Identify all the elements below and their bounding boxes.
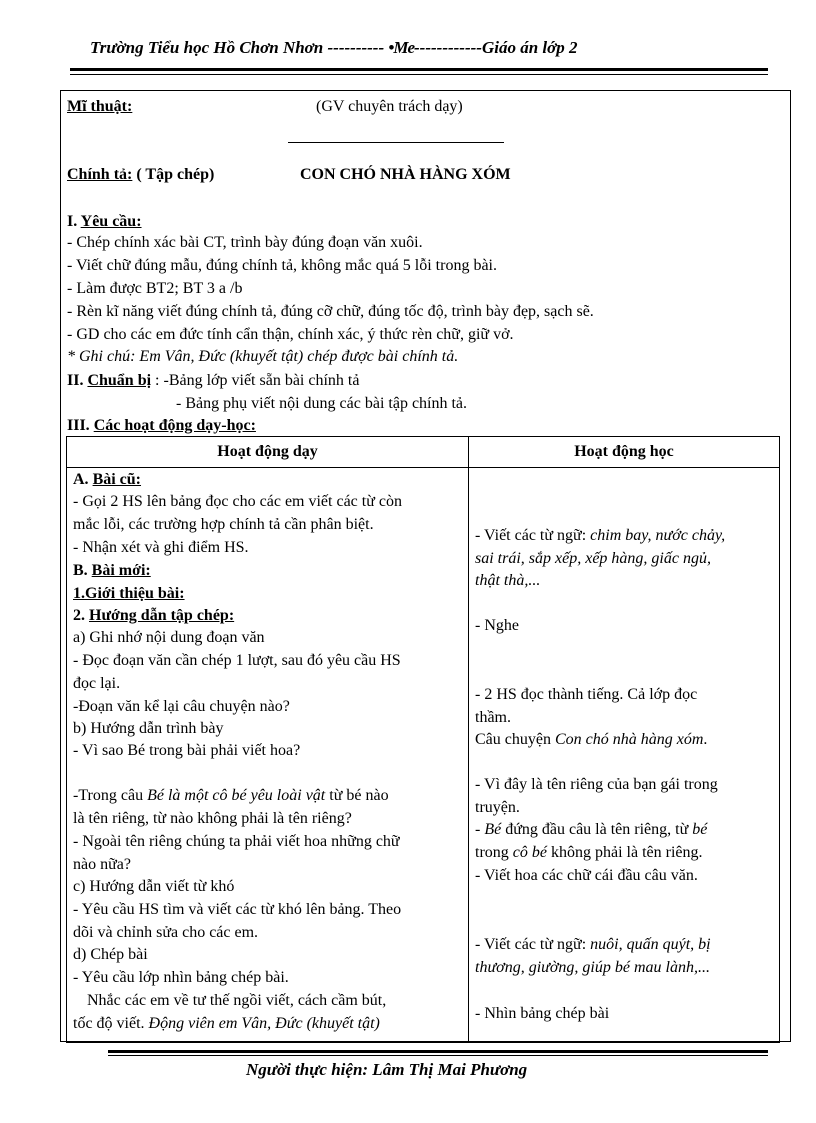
student-line: - Bé đứng đầu câu là tên riêng, từ bé — [475, 821, 708, 838]
student-line: - Viết hoa các chữ cái đầu câu văn. — [475, 867, 698, 884]
art-note: (GV chuyên trách dạy) — [316, 98, 463, 115]
requirement-5: - GD cho các em đức tính cẩn thận, chính xác, ý thức rèn chữ, giữ vở. — [67, 326, 514, 343]
spelling-mode: ( Tập chép) — [136, 166, 215, 183]
teacher-line: a) Ghi nhớ nội dung đoạn văn — [73, 629, 265, 646]
student-line: Câu chuyện Con chó nhà hàng xóm. — [475, 731, 708, 748]
guide-heading: 2. Hướng dẫn tập chép: — [73, 607, 235, 624]
separator — [288, 142, 504, 143]
header-ornament: •Me — [388, 38, 415, 57]
requirement-note: * Ghi chú: Em Vân, Đức (khuyết tật) chép được bài chính tả. — [67, 348, 459, 365]
section2-item1: : -Bảng lớp viết sẵn bài chính tả — [151, 372, 360, 389]
footer-author: Người thực hiện: Lâm Thị Mai Phương — [246, 1060, 528, 1079]
teacher-line: c) Hướng dẫn viết từ khó — [73, 878, 235, 895]
section3-title: Các hoạt động dạy-học: — [93, 417, 256, 434]
intro-heading: 1.Giới thiệu bài: — [73, 585, 185, 602]
requirement-4: - Rèn kĩ năng viết đúng chính tả, đúng cỡ chữ, đúng tốc độ, trình bày đẹp, sạch sẽ. — [67, 303, 594, 320]
teacher-line: - Vì sao Bé trong bài phải viết hoa? — [73, 742, 301, 759]
teacher-line: dõi và chỉnh sửa cho các em. — [73, 924, 259, 941]
student-column-header: Hoạt động học — [469, 437, 780, 468]
student-line: sai trái, sắp xếp, xếp hàng, giấc ngủ, — [475, 550, 711, 567]
teacher-line: Nhắc các em về tư thế ngồi viết, cách cầm bút, — [87, 992, 387, 1009]
requirement-2: - Viết chữ đúng mẫu, đúng chính tả, không mắc quá 5 lỗi trong bài. — [67, 257, 497, 274]
teacher-line: - Đọc đoạn văn cần chép 1 lượt, sau đó yêu cầu HS — [73, 652, 401, 669]
teacher-line: là tên riêng, từ nào không phải là tên riêng? — [73, 810, 352, 827]
student-line: trong cô bé không phải là tên riêng. — [475, 844, 703, 861]
spelling-label: Chính tả: — [67, 166, 133, 183]
student-line: - Viết các từ ngữ: chim bay, nước chảy, — [475, 527, 726, 544]
teacher-line: mắc lỗi, các trường hợp chính tả cần phân biệt. — [73, 516, 374, 533]
student-line: - Vì đây là tên riêng của bạn gái trong — [475, 776, 718, 793]
section1-heading — [67, 212, 142, 232]
teacher-line: đọc lại. — [73, 675, 121, 692]
activity-table — [66, 436, 780, 1043]
student-line: thầm. — [475, 709, 511, 726]
header-dashes-right: ------------ — [414, 38, 482, 57]
teacher-line: - Ngoài tên riêng chúng ta phải viết hoa những chữ — [73, 833, 400, 850]
teacher-line: d) Chép bài — [73, 946, 148, 963]
student-line: thật thà,... — [475, 572, 541, 589]
section3-number: III. — [67, 417, 90, 434]
student-line: truyện. — [475, 799, 520, 816]
teacher-activities — [67, 468, 469, 1043]
grade-label: Giáo án lớp 2 — [481, 38, 578, 57]
section1-number: I. — [67, 213, 78, 230]
section2-title: Chuẩn bị — [87, 372, 152, 389]
student-line: thương, giường, giúp bé mau lành,... — [475, 959, 710, 976]
section2-number: II. — [67, 372, 84, 389]
teacher-line: -Trong câu Bé là một cô bé yêu loài vật từ bé nào — [73, 787, 389, 804]
teacher-line: - Yêu cầu HS tìm và viết các từ khó lên bảng. Theo — [73, 901, 402, 918]
requirement-1: - Chép chính xác bài CT, trình bày đúng đoạn văn xuôi. — [67, 234, 423, 251]
student-line: - Viết các từ ngữ: nuôi, quấn quýt, bị — [475, 936, 711, 953]
teacher-line: b) Hướng dẫn trình bày — [73, 720, 224, 737]
teacher-line: - Gọi 2 HS lên bảng đọc cho các em viết các từ còn — [73, 493, 402, 510]
student-line: - Nghe — [475, 617, 519, 634]
spelling-heading — [67, 165, 214, 185]
school-name: Trường Tiểu học Hồ Chơn Nhơn — [90, 38, 324, 57]
teacher-line: -Đoạn văn kể lại câu chuyện nào? — [73, 698, 290, 715]
section2-item2: - Bảng phụ viết nội dung các bài tập chính tả. — [176, 395, 468, 412]
student-line: - 2 HS đọc thành tiếng. Cả lớp đọc — [475, 686, 698, 703]
teacher-line: tốc độ viết. Động viên em Vân, Đức (khuyết tật) — [73, 1015, 380, 1032]
section2-line1 — [67, 371, 359, 391]
page-header — [90, 38, 578, 58]
art-label: Mĩ thuật: — [67, 98, 133, 115]
section3-heading — [67, 416, 256, 436]
header-rule-thin — [70, 74, 768, 75]
part-b-heading: B. Bài mới: — [73, 562, 151, 579]
student-line: - Nhìn bảng chép bài — [475, 1005, 610, 1022]
requirement-3: - Làm được BT2; BT 3 a /b — [67, 280, 243, 297]
teacher-line: nào nữa? — [73, 856, 131, 873]
header-dashes-left: ---------- — [327, 38, 385, 57]
footer-rule-thin — [108, 1055, 768, 1056]
student-activities — [469, 468, 780, 1043]
section1-title: Yêu cầu: — [80, 213, 142, 230]
teacher-line: - Nhận xét và ghi điểm HS. — [73, 539, 249, 556]
lesson-title: CON CHÓ NHÀ HÀNG XÓM — [300, 166, 511, 183]
part-a-heading: A. Bài cũ: — [73, 471, 142, 488]
teacher-line: - Yêu cầu lớp nhìn bảng chép bài. — [73, 969, 289, 986]
header-rule-thick — [70, 68, 768, 71]
teacher-column-header: Hoạt động dạy — [67, 437, 469, 468]
footer-rule-thick — [108, 1050, 768, 1053]
